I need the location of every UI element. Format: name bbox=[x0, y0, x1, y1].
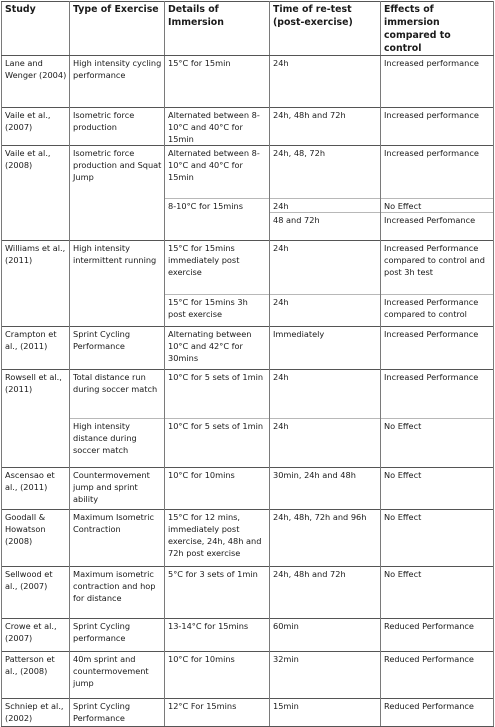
time-cell: 24h bbox=[270, 56, 381, 108]
time-cell: 24h bbox=[270, 370, 381, 419]
exercise-cell: Total distance run during soccer match bbox=[70, 370, 165, 419]
study-cell: Patterson et al., (2008) bbox=[2, 652, 70, 699]
details-cell: 13-14°C for 15mins bbox=[165, 619, 270, 652]
exercise-cell: High intensity intermittent running bbox=[70, 241, 165, 327]
effect-cell: Increased performance bbox=[381, 146, 494, 199]
study-cell: Lane and Wenger (2004) bbox=[2, 56, 70, 108]
effect-cell: No Effect bbox=[381, 567, 494, 619]
table-row bbox=[2, 146, 494, 199]
details-cell: Alternated between 8-10°C and 40°C for 15min bbox=[165, 146, 270, 199]
table-row bbox=[2, 108, 494, 146]
effect-cell: No Effect bbox=[381, 510, 494, 567]
time-cell: Immediately bbox=[270, 327, 381, 370]
time-cell: 30min, 24h and 48h bbox=[270, 468, 381, 510]
effect-cell: Increased Performance compared to control and post 3h test bbox=[381, 241, 494, 295]
study-cell: Goodall & Howatson (2008) bbox=[2, 510, 70, 567]
details-cell: 15°C for 15min bbox=[165, 56, 270, 108]
details-cell: Alternating between 10°C and 42°C for 30mins bbox=[165, 327, 270, 370]
table-body bbox=[2, 56, 494, 727]
table-row bbox=[2, 419, 494, 468]
time-cell: 24h bbox=[270, 419, 381, 468]
table-row bbox=[2, 567, 494, 619]
details-cell: 15°C for 12 mins, immediately post exercise, 24h, 48h and 72h post exercise bbox=[165, 510, 270, 567]
details-cell: 8-10°C for 15mins bbox=[165, 199, 270, 241]
details-cell: 10°C for 10mins bbox=[165, 468, 270, 510]
effect-cell: Increased performance bbox=[381, 108, 494, 146]
table-row bbox=[2, 241, 494, 295]
study-cell: Crowe et al., (2007) bbox=[2, 619, 70, 652]
effect-cell: Increased Performance compared to control bbox=[381, 295, 494, 327]
study-cell: Sellwood et al., (2007) bbox=[2, 567, 70, 619]
effect-cell: Reduced Performance bbox=[381, 619, 494, 652]
time-cell: 60min bbox=[270, 619, 381, 652]
exercise-cell: Countermovement jump and sprint ability bbox=[70, 468, 165, 510]
exercise-cell: Sprint Cycling Performance bbox=[70, 327, 165, 370]
header-study: Study bbox=[2, 2, 70, 56]
table-row bbox=[2, 652, 494, 699]
table-row bbox=[2, 468, 494, 510]
exercise-cell: 40m sprint and countermovement jump bbox=[70, 652, 165, 699]
details-cell: Alternated between 8-10°C and 40°C for 15min bbox=[165, 108, 270, 146]
study-cell: Crampton et al., (2011) bbox=[2, 327, 70, 370]
exercise-cell: Sprint Cycling Performance bbox=[70, 699, 165, 727]
effect-cell: No Effect bbox=[381, 199, 494, 213]
effect-cell: Increased Perfomance bbox=[381, 213, 494, 241]
header-time-of-retest: Time of re-test (post-exercise) bbox=[270, 2, 381, 56]
exercise-cell: Sprint Cycling performance bbox=[70, 619, 165, 652]
study-cell: Rowsell et al., (2011) bbox=[2, 370, 70, 468]
header-type-of-exercise: Type of Exercise bbox=[70, 2, 165, 56]
time-cell: 24h, 48h and 72h bbox=[270, 108, 381, 146]
time-cell: 24h, 48h, 72h and 96h bbox=[270, 510, 381, 567]
effect-cell: Increased Performance bbox=[381, 370, 494, 419]
table-row bbox=[2, 370, 494, 419]
time-cell: 15min bbox=[270, 699, 381, 727]
effect-cell: Reduced Performance bbox=[381, 699, 494, 727]
effect-cell: Reduced Performance bbox=[381, 652, 494, 699]
time-cell: 24h, 48, 72h bbox=[270, 146, 381, 199]
study-cell: Schniep et al., (2002) bbox=[2, 699, 70, 727]
header-row bbox=[2, 2, 494, 56]
details-cell: 15°C for 15mins 3h post exercise bbox=[165, 295, 270, 327]
table-row bbox=[2, 619, 494, 652]
effect-cell: No Effect bbox=[381, 419, 494, 468]
effect-cell: Increased Performance bbox=[381, 327, 494, 370]
exercise-cell: Maximum isometric contraction and hop for distance bbox=[70, 567, 165, 619]
details-cell: 10°C for 5 sets of 1min bbox=[165, 419, 270, 468]
table-row bbox=[2, 56, 494, 108]
time-cell: 24h bbox=[270, 241, 381, 295]
time-cell: 48 and 72h bbox=[270, 213, 381, 241]
time-cell: 24h bbox=[270, 199, 381, 213]
time-cell: 24h bbox=[270, 295, 381, 327]
time-cell: 24h, 48h and 72h bbox=[270, 567, 381, 619]
exercise-cell: Isometric force production bbox=[70, 108, 165, 146]
table-row bbox=[2, 510, 494, 567]
immersion-studies-table bbox=[1, 1, 494, 727]
exercise-cell: High intensity distance during soccer match bbox=[70, 419, 165, 468]
study-cell: Vaile et al., (2008) bbox=[2, 146, 70, 241]
details-cell: 15°C for 15mins immediately post exercise bbox=[165, 241, 270, 295]
table-row bbox=[2, 327, 494, 370]
effect-cell: Increased performance bbox=[381, 56, 494, 108]
exercise-cell: High intensity cycling performance bbox=[70, 56, 165, 108]
details-cell: 10°C for 5 sets of 1min bbox=[165, 370, 270, 419]
exercise-cell: Isometric force production and Squat Jump bbox=[70, 146, 165, 241]
study-cell: Williams et al., (2011) bbox=[2, 241, 70, 327]
header-details-of-immersion: Details of Immersion bbox=[165, 2, 270, 56]
study-cell: Ascensao et al., (2011) bbox=[2, 468, 70, 510]
details-cell: 12°C For 15mins bbox=[165, 699, 270, 727]
time-cell: 32min bbox=[270, 652, 381, 699]
details-cell: 5°C for 3 sets of 1min bbox=[165, 567, 270, 619]
effect-cell: No Effect bbox=[381, 468, 494, 510]
details-cell: 10°C for 10mins bbox=[165, 652, 270, 699]
study-cell: Vaile et al., (2007) bbox=[2, 108, 70, 146]
exercise-cell: Maximum Isometric Contraction bbox=[70, 510, 165, 567]
header-effects-of-immersion: Effects of immersion compared to control bbox=[381, 2, 494, 56]
